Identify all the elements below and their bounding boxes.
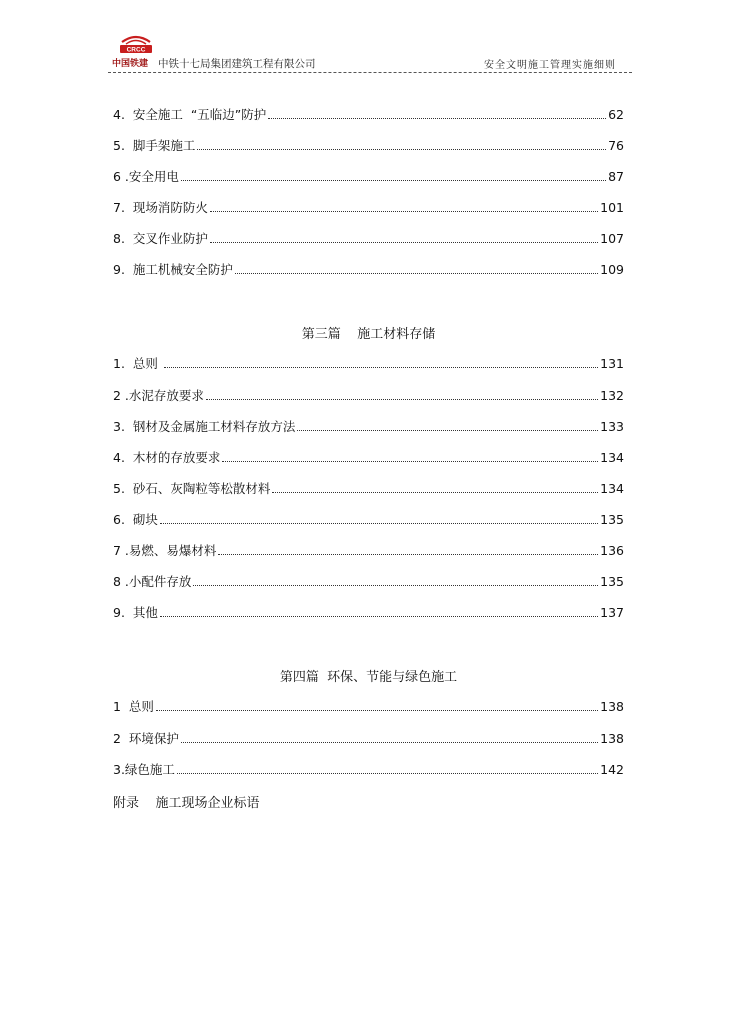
- dot-leader: [160, 522, 598, 524]
- toc-entry-label: 3. 钢材及金属施工材料存放方法: [113, 419, 296, 434]
- toc-entry[interactable]: [113, 136, 624, 154]
- toc-entry-page: 109: [600, 262, 624, 277]
- toc-entry-page: 62: [608, 107, 624, 122]
- toc-entry-label: 6 .安全用电: [113, 169, 179, 184]
- toc-entry-label: 4. 木材的存放要求: [113, 450, 221, 465]
- dot-leader: [177, 772, 598, 774]
- toc-entry[interactable]: [113, 510, 624, 528]
- toc-entry[interactable]: [113, 729, 624, 747]
- toc-entry[interactable]: [113, 198, 624, 216]
- toc-entry-label: 4. 安全施工 “五临边”防护: [113, 107, 267, 122]
- dot-leader: [268, 117, 606, 119]
- toc-entry-label: 5. 脚手架施工: [113, 138, 196, 153]
- toc-entry-label: 2 环境保护: [113, 731, 179, 746]
- toc-entry[interactable]: [113, 697, 624, 715]
- dot-leader: [272, 491, 598, 493]
- toc-entry-page: 131: [600, 356, 624, 371]
- toc-entry[interactable]: [113, 479, 624, 497]
- toc-entry-label: 8 .小配件存放: [113, 574, 192, 589]
- toc-entry-label: 3.绿色施工: [113, 762, 175, 777]
- document-title: 安全文明施工管理实施细则: [484, 60, 616, 71]
- dot-leader: [218, 553, 598, 555]
- dot-leader: [210, 210, 598, 212]
- svg-text:CRCC: CRCC: [126, 46, 146, 54]
- toc-entry-label: 7 .易燃、易爆材料: [113, 543, 217, 558]
- dot-leader: [181, 179, 606, 181]
- dot-leader: [156, 709, 598, 711]
- toc-entry[interactable]: [113, 386, 624, 404]
- section-title: 第四篇 环保、节能与绿色施工: [279, 670, 458, 685]
- toc-entry-page: 87: [608, 169, 624, 184]
- toc-entry-label: 9. 施工机械安全防护: [113, 262, 233, 277]
- toc-entry-page: 133: [600, 419, 624, 434]
- toc-entry[interactable]: [113, 354, 624, 372]
- dot-leader: [160, 615, 598, 617]
- toc-entry-label: 1. 总则: [113, 356, 162, 371]
- dot-leader: [193, 584, 598, 586]
- toc-entry-label: 6. 砌块: [113, 512, 158, 527]
- toc-entry[interactable]: [113, 105, 624, 123]
- company-name: 中铁十七局集团建筑工程有限公司: [158, 58, 316, 70]
- toc-entry[interactable]: [113, 229, 624, 247]
- toc-entry-page: 138: [600, 699, 624, 714]
- page-header: [108, 34, 632, 73]
- appendix-heading: 附录 施工现场企业标语: [113, 796, 260, 811]
- toc-entry[interactable]: [113, 541, 624, 559]
- toc-entry-page: 135: [600, 574, 624, 589]
- toc-entry[interactable]: [113, 448, 624, 466]
- toc-entry-label: 5. 砂石、灰陶粒等松散材料: [113, 481, 271, 496]
- dot-leader: [197, 148, 606, 150]
- dot-leader: [235, 272, 598, 274]
- toc-entry-page: 134: [600, 450, 624, 465]
- toc-entry[interactable]: [113, 260, 624, 278]
- toc-entry-page: 136: [600, 543, 624, 558]
- toc-entry-page: 135: [600, 512, 624, 527]
- toc-entry-label: 7. 现场消防防火: [113, 200, 208, 215]
- toc-entry-page: 138: [600, 731, 624, 746]
- toc-entry-page: 134: [600, 481, 624, 496]
- dot-leader: [297, 429, 598, 431]
- toc-entry-page: 132: [600, 388, 624, 403]
- toc-entry-page: 76: [608, 138, 624, 153]
- toc-entry[interactable]: [113, 572, 624, 590]
- toc-entry-page: 142: [600, 762, 624, 777]
- toc-entry[interactable]: [113, 603, 624, 621]
- dot-leader: [164, 366, 598, 368]
- dot-leader: [210, 241, 598, 243]
- section-title: 第三篇 施工材料存储: [301, 327, 436, 342]
- dot-leader: [222, 460, 598, 462]
- toc-entry-label: 9. 其他: [113, 605, 158, 620]
- toc-entry[interactable]: [113, 417, 624, 435]
- toc-entry-page: 137: [600, 605, 624, 620]
- toc-entry[interactable]: [113, 167, 624, 185]
- toc-entry-label: 2 .水泥存放要求: [113, 388, 204, 403]
- toc-entry-page: 107: [600, 231, 624, 246]
- dot-leader: [206, 398, 598, 400]
- toc-entry-label: 8. 交叉作业防护: [113, 231, 208, 246]
- logo-text: 中国铁建: [112, 59, 149, 69]
- toc-entry[interactable]: [113, 760, 624, 778]
- crcc-logo-icon: [116, 34, 156, 56]
- toc-entry-label: 1 总则: [113, 699, 154, 714]
- dot-leader: [181, 741, 598, 743]
- toc-entry-page: 101: [600, 200, 624, 215]
